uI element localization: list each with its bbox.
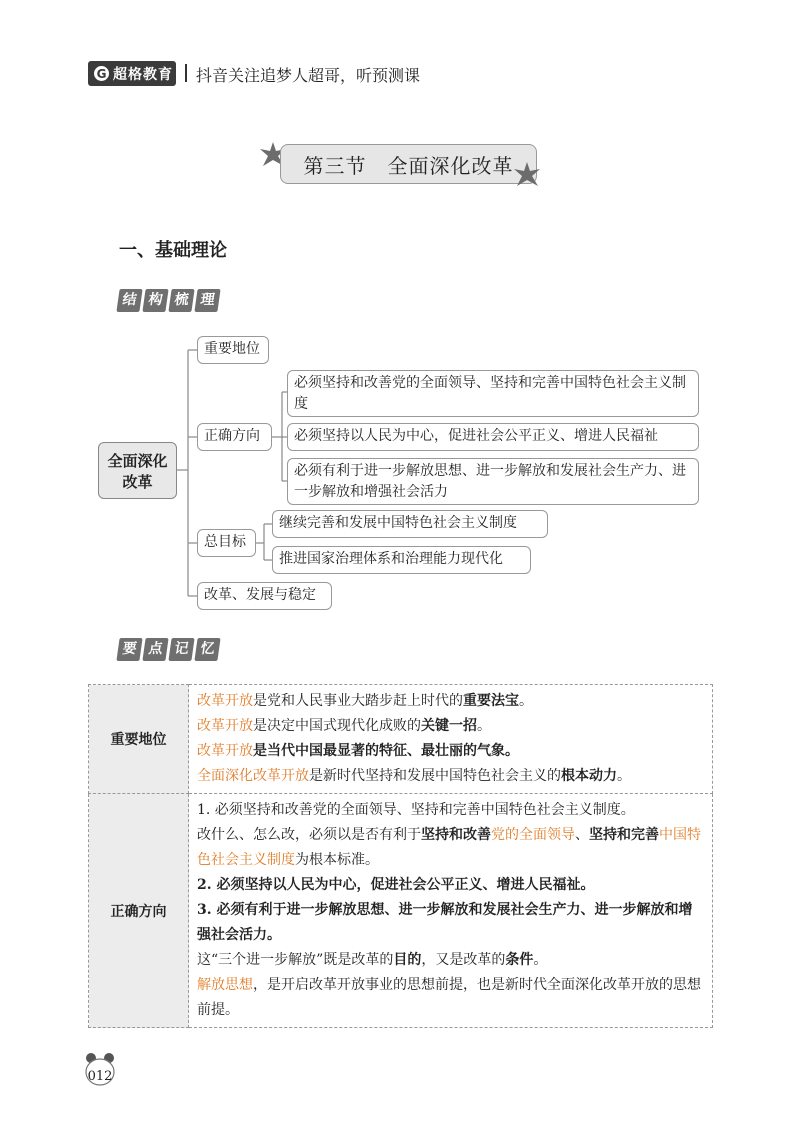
page-number: 012 [87,1069,113,1084]
text-line: 改什么、怎么改，必须以是否有利于坚持和改善党的全面领导、坚持和完善中国特色社会主义制度为根本标准。 [197,827,701,868]
text-line: 2. 必须坚持以人民为中心，促进社会公平正义、增进人民福祉。 [197,877,595,893]
mindmap-leaf: 必须坚持和改善党的全面领导、坚持和完善中国特色社会主义制度 [287,370,699,417]
mindmap-branch-goal: 总目标 [197,529,256,557]
text-line: 解放思想，是开启改革开放事业的思想前提，也是新时代全面深化改革开放的思想前提。 [197,977,701,1018]
tag-char: 梳 [168,289,194,312]
text-line: 改革开放是当代中国最显著的特征、最壮丽的气象。 [197,743,519,759]
text-line: 改革开放是决定中国式现代化成败的关键一招。 [197,718,491,734]
header-tagline: 抖音关注追梦人超哥，听预测课 [196,66,421,85]
mindmap-branch-stability: 改革、发展与稳定 [197,582,332,610]
mindmap-root: 全面深化改革 [98,442,177,499]
tag-char: 构 [142,289,168,312]
row-label: 重要地位 [89,685,189,794]
logo-text: 超格教育 [113,66,173,83]
tag-char: 要 [116,638,142,661]
row-label: 正确方向 [89,794,189,1028]
text-line: 1. 必须坚持和改善党的全面领导、坚持和完善中国特色社会主义制度。 [197,802,635,818]
mindmap-leaf: 必须坚持以人民为中心，促进社会公平正义、增进人民福祉 [287,423,699,451]
table-row [89,685,713,794]
logo-g-icon: G [94,66,109,81]
text-line: 全面深化改革开放是新时代坚持和发展中国特色社会主义的根本动力。 [197,768,631,784]
tag-char: 忆 [194,638,220,661]
heading-basic-theory: 一、基础理论 [119,240,227,261]
section-title: 第三节 全面深化改革 [280,144,537,184]
tag-char: 理 [194,289,220,312]
mindmap-leaf: 必须有利于进一步解放思想、进一步解放和发展社会生产力、进一步解放和增强社会活力 [287,458,699,505]
tag-char: 点 [142,638,168,661]
mindmap-branch-status: 重要地位 [197,336,269,364]
text-line: 改革开放是党和人民事业大踏步赶上时代的重要法宝。 [197,693,533,709]
tag-char: 结 [116,289,142,312]
tag-keypoints [118,636,222,662]
text-line: 3. 必须有利于进一步解放思想、进一步解放和发展社会生产力、进一步解放和增强社会活力。 [197,902,693,943]
text-line: 这“三个进一步解放”既是改革的目的，又是改革的条件。 [197,952,548,968]
mindmap-leaf: 推进国家治理体系和治理能力现代化 [272,546,531,574]
table-row [89,794,713,1028]
tag-char: 记 [168,638,194,661]
mindmap-leaf: 继续完善和发展中国特色社会主义制度 [272,510,548,538]
row-content [189,794,713,1028]
mindmap-branch-direction: 正确方向 [197,423,272,451]
keypoints-table [88,684,713,1028]
row-content [189,685,713,794]
